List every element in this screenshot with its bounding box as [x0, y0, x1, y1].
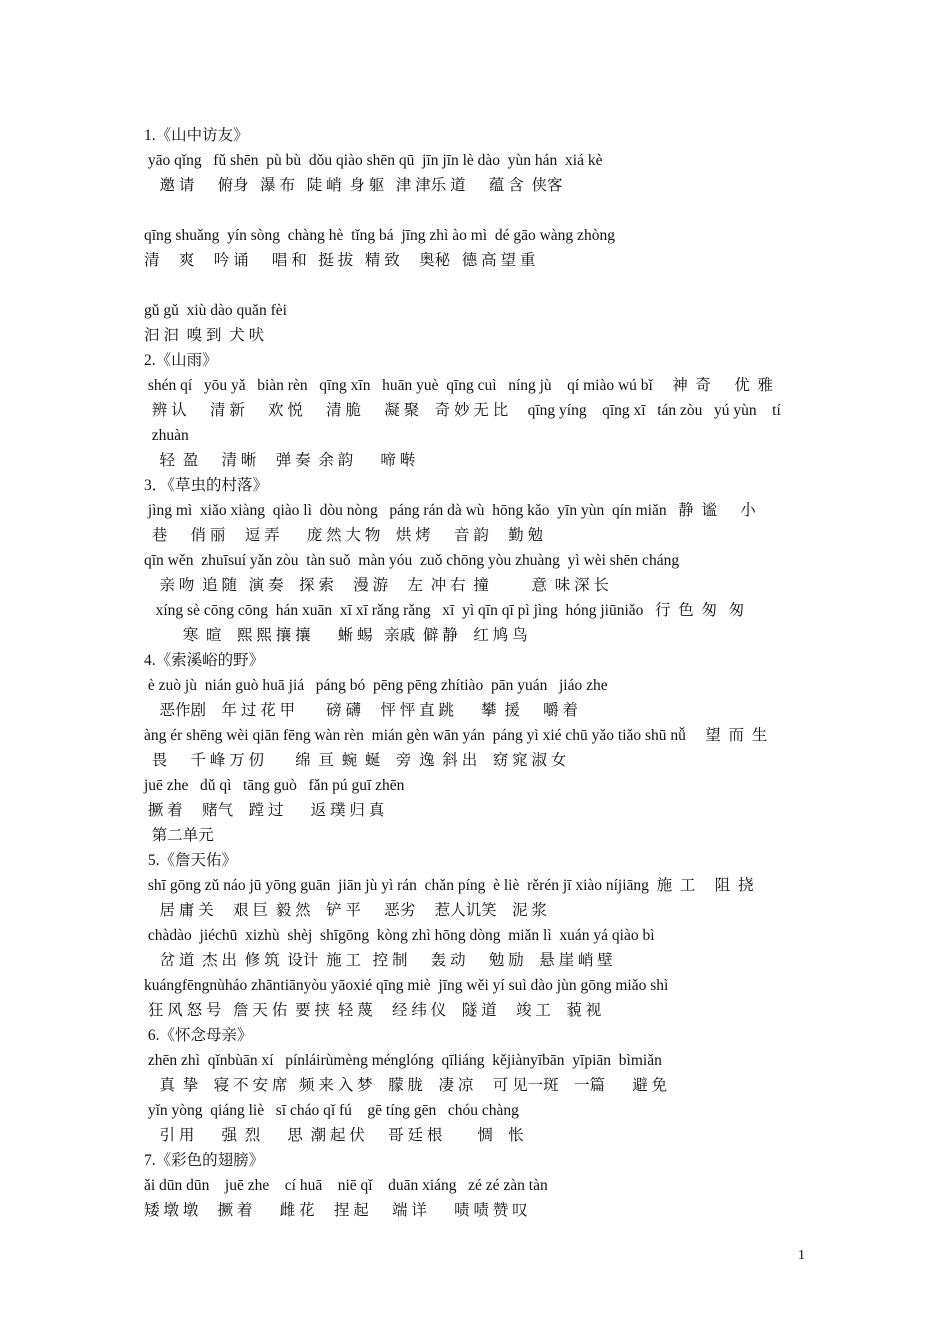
hanzi-line: 居 庸 关 艰 巨 毅 然 铲 平 恶劣 惹人讥笑 泥 浆 [144, 902, 548, 919]
pinyin-line: qīn wěn zhuīsuí yǎn zòu tàn suǒ màn yóu zuǒ chōng yòu zhuàng yì wèi shēn cháng [144, 552, 680, 569]
pinyin-line: yāo qǐng fǔ shēn pù bù dǒu qiào shēn qū jīn jīn lè dào yùn hán xiá kè [144, 152, 603, 169]
hanzi-line: 亲 吻 追 随 演 奏 探 索 漫 游 左 冲 右 撞 意 味 深 长 [144, 577, 610, 594]
hanzi-line: 邀 请 俯身 瀑 布 陡 峭 身 躯 津 津乐 道 蕴 含 侠客 [144, 177, 563, 194]
hanzi-line: 清 爽 吟 诵 唱 和 挺 拔 精 致 奥秘 德 高 望 重 [144, 252, 536, 269]
lesson-3-title: 3．《草虫的村落》 [144, 477, 269, 494]
hanzi-line: 矮 墩 墩 撅 着 雌 花 捏 起 端 详 啧 啧 赞 叹 [144, 1202, 528, 1219]
lesson-7-title: 7.《彩色的翅膀》 [144, 1152, 265, 1169]
pinyin-line: ǎi dūn dūn juē zhe cí huā niē qǐ duān xiáng zé zé zàn tàn [144, 1177, 548, 1194]
pinyin-line: zhuàn [144, 427, 189, 444]
pinyin-line: yǐn yòng qiáng liè sī cháo qǐ fú gē tíng gēn chóu chàng [144, 1102, 519, 1119]
lesson-2-title: 2.《山雨》 [144, 352, 218, 369]
pinyin-line: shén qí yōu yǎ biàn rèn qīng xīn huān yuè qīng cuì níng jù qí miào wú bǐ 神 奇 优 雅 [144, 377, 773, 394]
hanzi-line: 恶作剧 年 过 花 甲 磅 礴 怦 怦 直 跳 攀 援 嚼 着 [144, 702, 579, 719]
hanzi-line: 岔 道 杰 出 修 筑 设计 施 工 控 制 轰 动 勉 励 悬 崖 峭 壁 [144, 952, 613, 969]
pinyin-line: shī gōng zǔ náo jū yōng guān jiān jù yì rán chǎn píng è liè rěrén jī xiào níjiāng 施 工 阻 挠 [144, 877, 754, 894]
pinyin-line: zhēn zhì qǐnbùān xí pínláirùmèng ménglóng qīliáng kějiànyībān yīpiān bìmiǎn [144, 1052, 662, 1069]
hanzi-line: 畏 千 峰 万 仞 绵 亘 蜿 蜒 旁 逸 斜 出 窈 窕 淑 女 [144, 752, 567, 769]
pinyin-line: gǔ gǔ xiù dào quǎn fèi [144, 302, 287, 319]
pinyin-line: è zuò jù nián guò huā jiá páng bó pēng pēng zhítiào pān yuán jiáo zhe [144, 677, 608, 694]
hanzi-line: 狂 风 怒 号 詹 天 佑 要 挟 轻 蔑 经 纬 仪 隧 道 竣 工 藐 视 [144, 1002, 602, 1019]
pinyin-line: qīng shuǎng yín sòng chàng hè tǐng bá jīng zhì ào mì dé gāo wàng zhòng [144, 227, 615, 244]
pinyin-line: jìng mì xiǎo xiàng qiào lì dòu nòng páng rán dà wù hōng kǎo yīn yùn qín miǎn 静 谧 小 [144, 502, 756, 519]
hanzi-line: 汩 汩 嗅 到 犬 吠 [144, 327, 265, 344]
mixed-line: 辨 认 清 新 欢 悦 清 脆 凝 聚 奇 妙 无 比 qīng yíng qīng xī tán zòu yú yùn tí [144, 402, 781, 419]
hanzi-line: 寒 暄 熙 熙 攘 攘 蜥 蜴 亲戚 僻 静 红 鸠 鸟 [144, 627, 528, 644]
unit-2-heading: 第二单元 [144, 827, 214, 844]
lesson-1-title: 1.《山中访友》 [144, 127, 249, 144]
pinyin-line: juē zhe dǔ qì tāng guò fǎn pú guī zhēn [144, 777, 405, 794]
hanzi-line: 巷 俏 丽 逗 弄 庞 然 大 物 烘 烤 音 韵 勤 勉 [144, 527, 544, 544]
pinyin-line: àng ér shēng wèi qiān fēng wàn rèn mián gèn wān yán páng yì xié chū yǎo tiǎo shū nǚ 望 而 生 [144, 727, 768, 744]
hanzi-line: 引 用 强 烈 思 潮 起 伏 哥 廷 根 惆 怅 [144, 1127, 524, 1144]
pinyin-line: xíng sè cōng cōng hán xuān xī xī rǎng rǎng xī yì qīn qī pì jìng hóng jiūniǎo 行 色 匆 匆 [144, 602, 745, 619]
hanzi-line: 真 挚 寝 不 安 席 频 来 入 梦 朦 胧 凄 凉 可 见一斑 一篇 避 免 [144, 1077, 668, 1094]
lesson-5-title: 5.《詹天佑》 [144, 852, 238, 869]
hanzi-line: 撅 着 赌气 蹚 过 返 璞 归 真 [144, 802, 385, 819]
lesson-4-title: 4.《索溪峪的野》 [144, 652, 265, 669]
page-number: 1 [798, 1248, 805, 1263]
hanzi-line: 轻 盈 清 晰 弹 奏 余 韵 啼 啭 [144, 452, 416, 469]
pinyin-line: kuángfēngnùháo zhāntiānyòu yāoxié qīng miè jīng wěi yí suì dào jùn gōng miǎo shì [144, 977, 669, 994]
pinyin-line: chàdào jiéchū xizhù shèj shīgōng kòng zhì hōng dòng miǎn lì xuán yá qiào bì [144, 927, 655, 944]
lesson-6-title: 6.《怀念母亲》 [144, 1027, 253, 1044]
